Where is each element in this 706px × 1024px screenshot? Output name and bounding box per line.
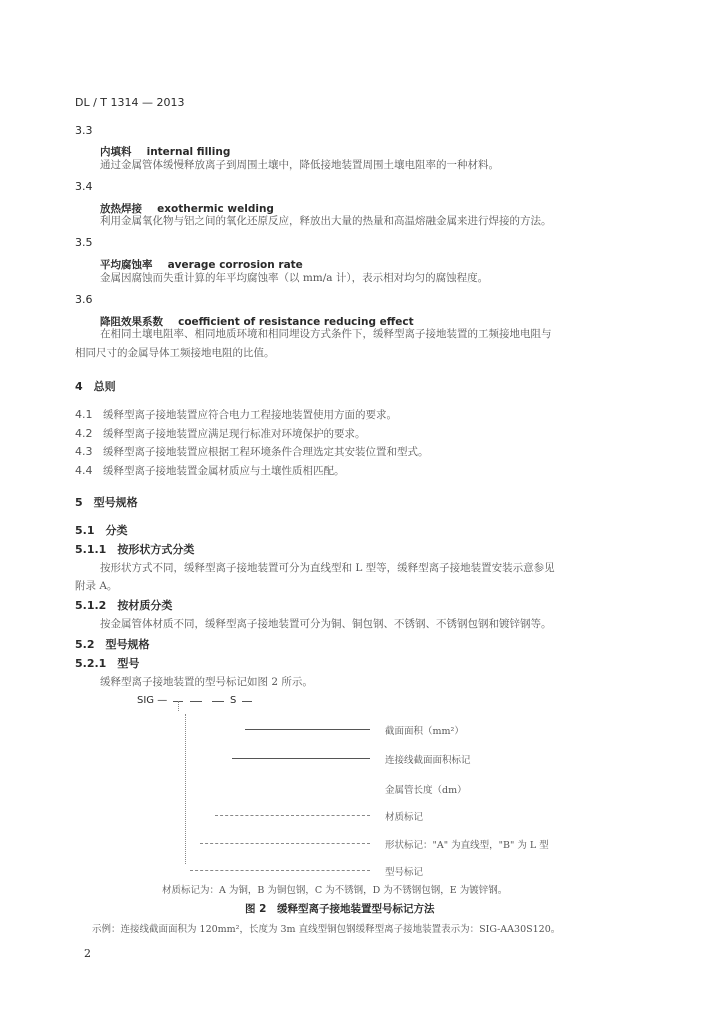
diagram-leader-line xyxy=(215,815,370,816)
diagram-label: 形状标记："A" 为直线型，"B" 为 L 型 xyxy=(385,840,549,851)
diagram-leader xyxy=(185,714,186,864)
term-en: internal filling xyxy=(146,146,231,158)
term-zh: 内填料 xyxy=(100,146,132,158)
term-en: average corrosion rate xyxy=(167,259,303,271)
term-number: 3.4 xyxy=(75,180,93,193)
diagram-slot xyxy=(190,701,202,702)
clause-5-1-2-heading: 5.1.2 按材质分类 xyxy=(75,599,173,612)
diagram-slot xyxy=(242,701,252,702)
clause-4-1: 4.1 缓释型离子接地装置应符合电力工程接地装置使用方面的要求。 xyxy=(75,408,397,421)
example-text: 示例：连接线截面面积为 120mm²，长度为 3m 直线型铜包钢缓释型离子接地装置表示为：SIG-AA30S120。 xyxy=(92,924,561,935)
clause-5-2-1-heading: 5.2.1 型号 xyxy=(75,657,140,670)
term-zh: 平均腐蚀率 xyxy=(100,259,153,271)
diagram-label: 连接线截面面积标记 xyxy=(385,755,471,766)
term-number: 3.5 xyxy=(75,236,93,249)
term-definition-line: 在相同土壤电阻率、相同地质环境和相同埋设方式条件下，缓释型离子接地装置的工频接地电阻与 xyxy=(100,328,552,340)
diagram-slot xyxy=(212,701,224,702)
term-en: coefficient of resistance reducing effect xyxy=(178,316,414,328)
term-number: 3.3 xyxy=(75,124,93,137)
term-zh: 放热焊接 xyxy=(100,203,142,215)
term-definition: 金属因腐蚀而失重计算的年平均腐蚀率（以 mm/a 计），表示相对均匀的腐蚀程度。 xyxy=(100,272,489,284)
term-en: exothermic welding xyxy=(157,203,274,215)
term-definition: 利用金属氧化物与铝之间的氧化还原反应，释放出大量的热量和高温熔融金属来进行焊接的方法。 xyxy=(100,215,552,227)
page-number: 2 xyxy=(84,947,91,960)
term-number: 3.6 xyxy=(75,293,93,306)
diagram-prefix: SIG — xyxy=(137,695,168,706)
diagram-s-letter: S xyxy=(230,695,237,706)
figure-caption: 图 2 缓释型离子接地装置型号标记方法 xyxy=(245,903,435,915)
clause-4-4: 4.4 缓释型离子接地装置金属材质应与土壤性质相匹配。 xyxy=(75,464,345,477)
clause-5-1-heading: 5.1 分类 xyxy=(75,524,128,537)
clause-4-3: 4.3 缓释型离子接地装置应根据工程环境条件合理选定其安装位置和型式。 xyxy=(75,445,429,458)
diagram-label: 型号标记 xyxy=(385,867,424,878)
diagram-slot-tick xyxy=(178,701,179,711)
clause-5-1-1-heading: 5.1.1 按形状方式分类 xyxy=(75,543,195,556)
clause-5-1-1-text: 按形状方式不同，缓释型离子接地装置可分为直线型和 L 型等，缓释型离子接地装置安装示意参见 xyxy=(100,562,555,574)
diagram-label: 金属管长度（dm） xyxy=(385,785,467,796)
diagram-leader-line xyxy=(232,758,370,759)
clause-4-2: 4.2 缓释型离子接地装置应满足现行标准对环境保护的要求。 xyxy=(75,427,366,440)
clause-5-2-heading: 5.2 型号规格 xyxy=(75,638,150,651)
clause-5-1-1-text: 附录 A。 xyxy=(75,580,118,592)
diagram-leader-line xyxy=(190,870,370,871)
term-definition: 通过金属管体缓慢释放离子到周围土壤中，降低接地装置周围土壤电阻率的一种材料。 xyxy=(100,159,499,171)
term-definition-line: 相同尺寸的金属导体工频接地电阻的比值。 xyxy=(75,347,275,359)
clause-5-2-1-text: 缓释型离子接地装置的型号标记如图 2 所示。 xyxy=(100,676,313,688)
term-zh: 降阻效果系数 xyxy=(100,316,163,328)
diagram-leader-line xyxy=(245,729,370,730)
diagram-label: 截面面积（mm²） xyxy=(385,726,464,737)
section-5-title: 5 型号规格 xyxy=(75,496,138,509)
section-4-title: 4 总则 xyxy=(75,380,116,393)
diagram-leader-line xyxy=(200,843,370,844)
diagram-label: 材质标记 xyxy=(385,812,424,823)
standard-code: DL / T 1314 — 2013 xyxy=(75,96,185,109)
clause-5-1-2-text: 按金属管体材质不同，缓释型离子接地装置可分为铜、铜包钢、不锈钢、不锈钢包钢和镀锌钢等。 xyxy=(100,618,552,630)
material-note: 材质标记为：A 为铜，B 为铜包钢，C 为不锈钢，D 为不锈钢包钢，E 为镀锌钢。 xyxy=(162,885,508,896)
